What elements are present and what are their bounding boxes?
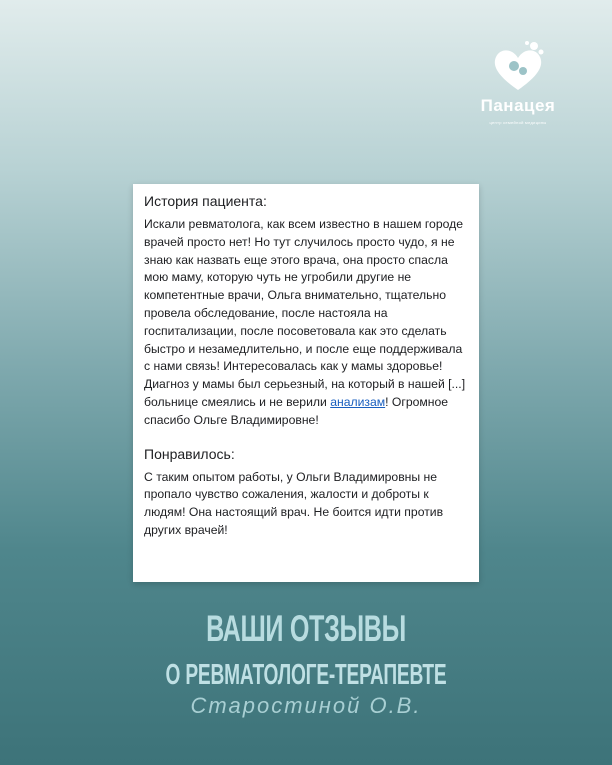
- history-heading: История пациента:: [144, 193, 267, 209]
- history-text: [144, 216, 469, 430]
- history-text-end: ! Огромное спасибо Ольге Владимировне!: [144, 394, 449, 427]
- liked-heading: Понравилось:: [144, 445, 235, 462]
- liked-text: С таким опытом работы, у Ольги Владимировны не пропало чувство сожаления, жалости и доброты к людям! Она настоящий врач. Не боится идти против других врачей!: [144, 469, 444, 537]
- doctor-name: Старостиной О.В.: [190, 693, 422, 718]
- brand-name: Панацея: [480, 96, 556, 115]
- history-text-start: Искали ревматолога, как всем известно в нашем городе врачей просто нет! Но тут случилось просто чудо, я не знаю как назвать еще этого врача, она просто спасла мою маму, которую чуть не угробили другие не компетентные врачи, Ольга внимательно, тщательно провела обследование, после настояла на госпитализации, после посоветовала как это сделать быстро и незамедлительно, и после еще поддерживала с нами связь! Интересовалась как у мамы здоровье! Диагноз у мамы был серьезный, на который в нашей [...] больнице смеялись и не верили: [144, 217, 466, 409]
- analyses-link[interactable]: анализам: [330, 394, 386, 409]
- brand-tagline: центр семейной медицины: [489, 120, 547, 125]
- page-subtitle: О РЕВМАТОЛОГЕ-ТЕРАПЕВТЕ: [165, 659, 447, 691]
- heart-family-icon: [490, 40, 546, 98]
- page-title: ВАШИ ОТЗЫВЫ: [206, 608, 406, 649]
- review-card: [133, 184, 479, 582]
